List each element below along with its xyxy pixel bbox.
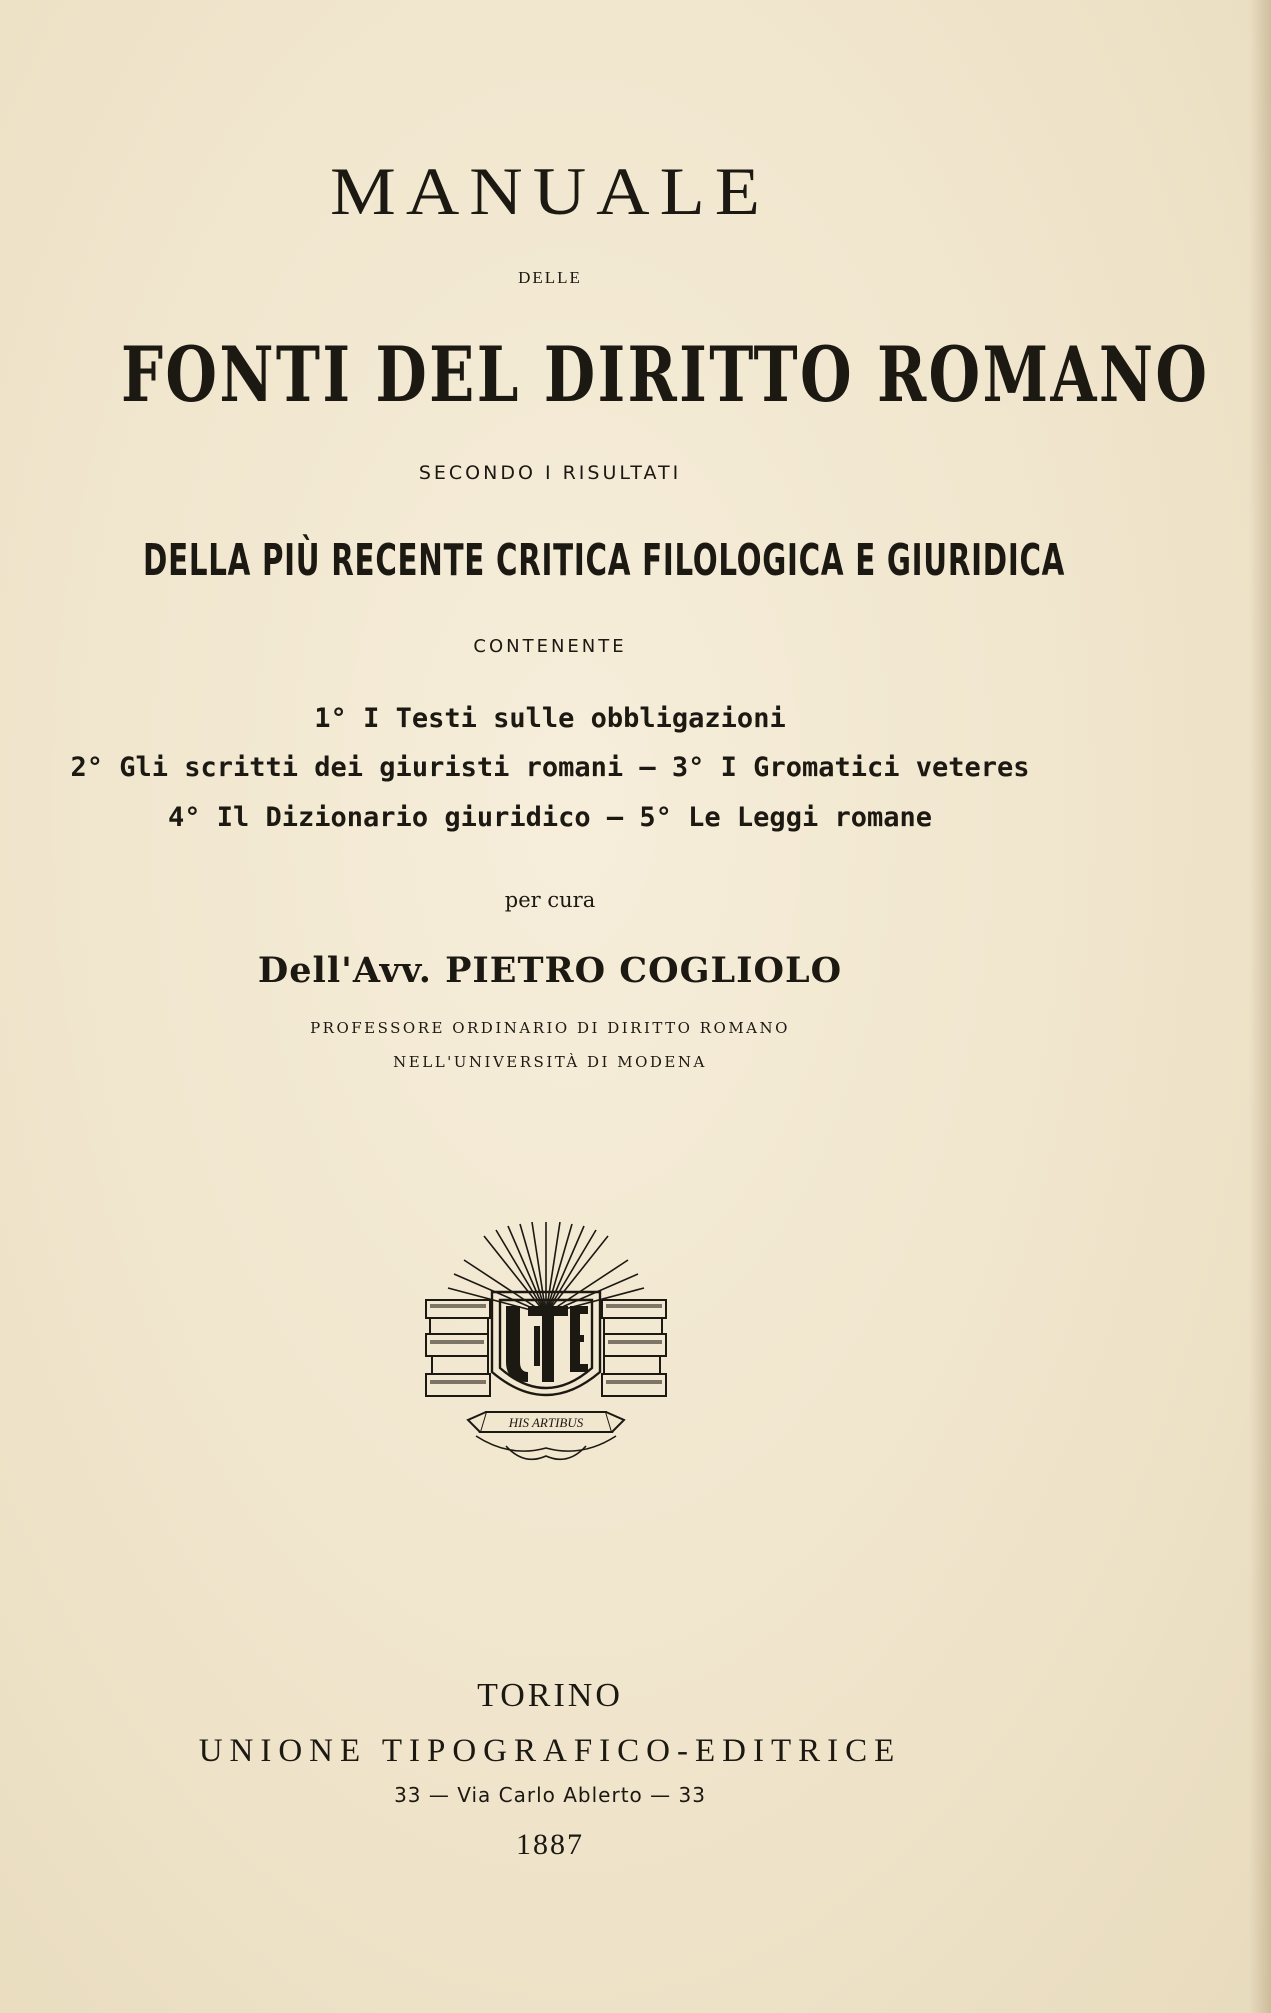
contents-line-3: 4° Il Dizionario giuridico — 5° Le Leggi romane	[167, 802, 932, 833]
imprint-address: 33 — Via Carlo Ablerto — 33	[394, 1783, 706, 1807]
imprint-city: TORINO	[477, 1677, 623, 1714]
editor-intro: per cura	[504, 888, 596, 912]
emblem-motto: HIS ARTIBUS	[508, 1415, 584, 1430]
editor-role-line-1: PROFESSORE ORDINARIO DI DIRITTO ROMANO	[310, 1019, 790, 1037]
book-title-subject: FONTI DEL DIRITTO ROMANO	[121, 330, 1210, 419]
imprint-year: 1887	[516, 1828, 584, 1861]
imprint-publisher: UNIONE TIPOGRAFICO-EDITRICE	[198, 1733, 902, 1769]
contents-line-1: 1° I Testi sulle obbligazioni	[314, 703, 786, 734]
contents-label: CONTENENTE	[473, 636, 627, 657]
contents-line-2: 2° Gli scritti dei giuristi romani — 3° I Gromatici veteres	[70, 752, 1030, 783]
subtitle-intro: SECONDO I RISULTATI	[418, 462, 682, 484]
editor-name: Dell'Avv. PIETRO COGLIOLO	[257, 950, 843, 991]
title-connector: DELLE	[518, 268, 582, 287]
editor-role-line-2: NELL'UNIVERSITÀ DI MODENA	[393, 1053, 707, 1071]
subtitle-main: DELLA PIÙ RECENTE CRITICA FILOLOGICA E GIURIDICA	[143, 535, 1066, 586]
publisher-device-emblem-icon	[424, 1222, 668, 1466]
page-edge-shadow	[1249, 0, 1271, 2013]
book-title-main: MANUALE	[330, 154, 770, 230]
